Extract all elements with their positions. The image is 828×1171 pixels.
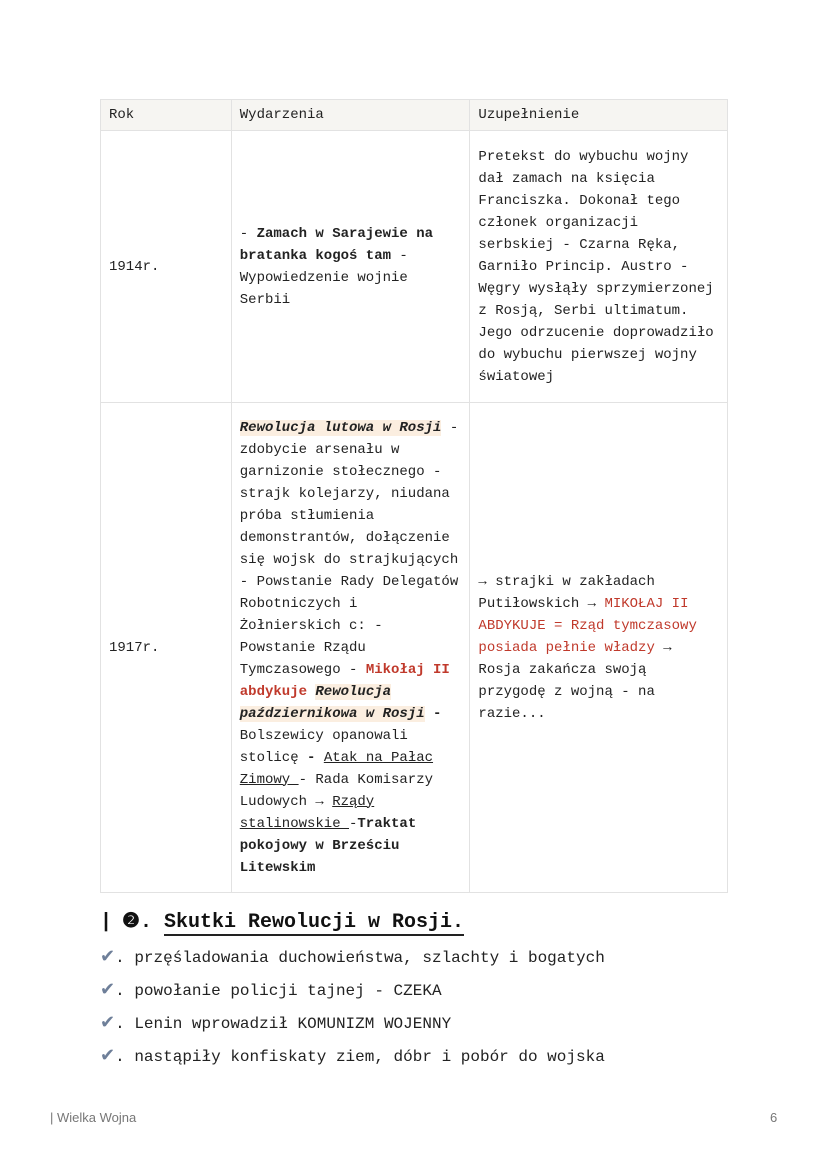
year-cell: 1917r. xyxy=(101,403,232,893)
events-dash: - xyxy=(239,225,257,242)
list-item-dot: . xyxy=(115,1048,125,1066)
events-cell xyxy=(231,403,470,893)
list-item xyxy=(100,1039,605,1072)
footer-title: | Wielka Wojna xyxy=(50,1110,137,1125)
events-text: - Wypowiedzenie wojnie Serbii xyxy=(239,247,408,308)
list-item-dot: . xyxy=(115,949,125,967)
events-separator: - xyxy=(424,705,442,722)
events-underlined: Rządy stalinowskie xyxy=(239,793,375,832)
list-item-text: przęśladowania duchowieństwa, szlachty i bogatych xyxy=(134,949,605,967)
table-header-row xyxy=(101,100,728,131)
list-item xyxy=(100,940,605,973)
check-icon: ✔ xyxy=(100,1012,116,1033)
section-heading xyxy=(100,905,464,941)
events-separator: - xyxy=(298,749,324,766)
list-item-text: powołanie policji tajnej - CZEKA xyxy=(134,982,442,1000)
list-item-dot: . xyxy=(115,982,125,1000)
events-text: - Rada Komisarzy Ludowych → xyxy=(239,771,434,810)
events-bold: Traktat pokojowy w Brześciu Litewskim xyxy=(239,815,417,876)
notes-text: → Rosja zakańcza swoją przygodę z wojną - na razie... xyxy=(478,639,672,722)
effects-list xyxy=(100,940,605,1072)
list-item-text: Lenin wprowadził KOMUNIZM WOJENNY xyxy=(134,1015,452,1033)
notes-text: → strajki w zakładach Putiłowskich → xyxy=(478,573,655,612)
table-row xyxy=(101,131,728,403)
events-cell xyxy=(231,131,470,403)
list-item xyxy=(100,973,605,1006)
event-title-february-revolution: Rewolucja lutowa w Rosji xyxy=(239,419,442,436)
list-item xyxy=(100,1006,605,1039)
notes-cell xyxy=(470,403,728,893)
table-row xyxy=(101,403,728,893)
header-wydarzenia: Wydarzenia xyxy=(231,100,470,131)
list-item-dot: . xyxy=(115,1015,125,1033)
history-table xyxy=(100,99,728,893)
events-text: - zdobycie arsenału w garnizonie stołecznego - strajk kolejarzy, niudana próba stłumienia demonstrantów, dołączenie się wojsk do strajkujących - Powstanie Rady Delegatów Robotniczych i Żołnierskich c: - Powstanie Rządu Tymczasowego - xyxy=(239,419,459,678)
events-separator: - xyxy=(349,815,358,832)
header-rok: Rok xyxy=(101,100,232,131)
notes-red-text: MIKOŁAJ II ABDYKUJE = Rząd tymczasowy posiada pełnie władzy xyxy=(478,595,697,656)
list-item-text: nastąpiły konfiskaty ziem, dóbr i pobór do wojska xyxy=(134,1048,605,1066)
header-uzupelnienie: Uzupełnienie xyxy=(470,100,728,131)
check-icon: ✔ xyxy=(100,946,116,967)
events-red-text: Mikołaj II abdykuje xyxy=(239,661,450,700)
check-icon: ✔ xyxy=(100,1045,116,1066)
heading-bar: | xyxy=(100,911,113,934)
events-bold: Zamach w Sarajewie na bratanka kogoś tam xyxy=(239,225,434,264)
year-cell: 1914r. xyxy=(101,131,232,403)
events-text: Bolszewicy opanowali stolicę xyxy=(239,727,408,766)
heading-title: Skutki Rewolucji w Rosji. xyxy=(163,911,465,934)
heading-number: ❷. xyxy=(122,911,152,934)
event-title-october-revolution: Rewolucja październikowa w Rosji xyxy=(239,683,425,722)
page-number: 6 xyxy=(770,1110,778,1125)
notes-cell: Pretekst do wybuchu wojny dał zamach na księcia Franciszka. Dokonał tego członek organizacji serbskiej - Czarna Ręka, Garniło Princip. Austro - Węgry wysłąły sprzymierzonej z Rosją, Serbi ultimatum. Jego odrzucenie doprowadziło do wybuchu pierwszej wojny światowej xyxy=(470,131,728,403)
check-icon: ✔ xyxy=(100,979,116,1000)
events-underlined: Atak na Pałac Zimowy xyxy=(239,749,434,788)
